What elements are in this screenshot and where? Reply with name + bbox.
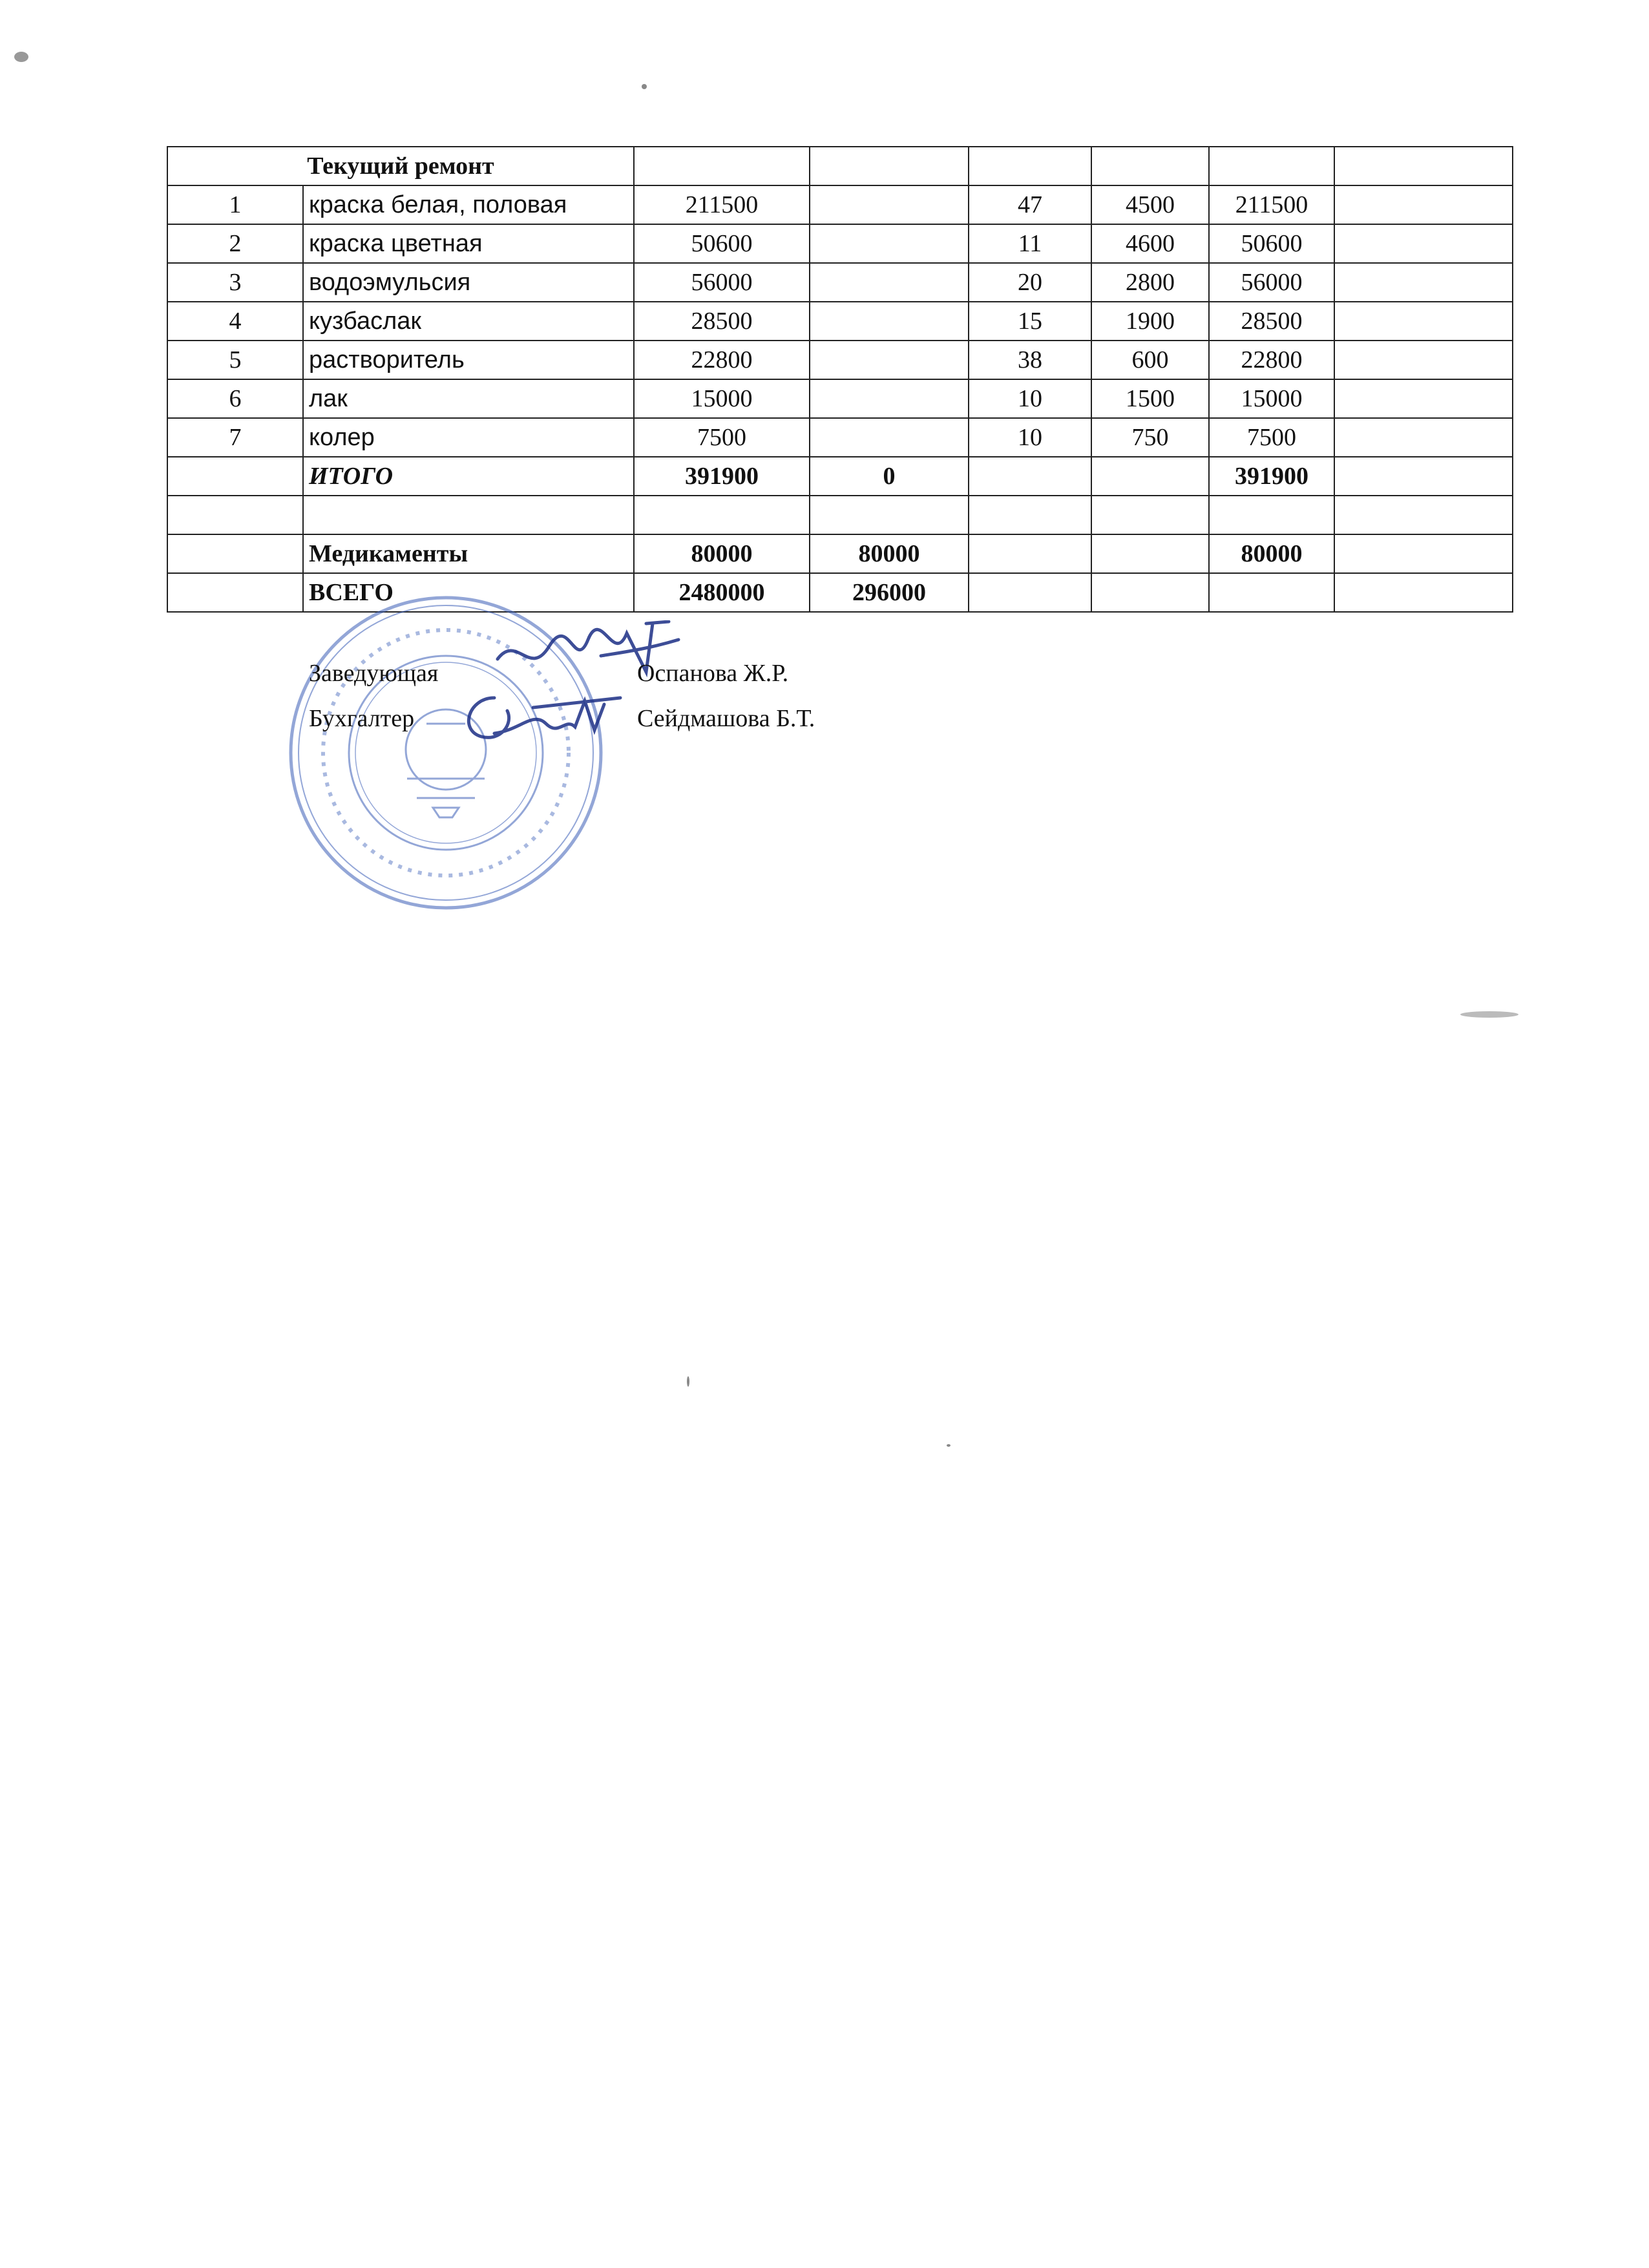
medicines-total: 80000 (1209, 534, 1334, 573)
empty-cell (810, 496, 969, 534)
table-row (167, 341, 1513, 379)
empty-cell (1334, 457, 1513, 496)
item-total: 28500 (1209, 302, 1334, 341)
empty-cell (167, 496, 303, 534)
item-total: 22800 (1209, 341, 1334, 379)
empty-cell (969, 457, 1091, 496)
empty-cell (1209, 573, 1334, 612)
medicines-amount: 80000 (634, 534, 810, 573)
empty-cell (1334, 573, 1513, 612)
table-row (167, 185, 1513, 224)
accountant-name: Сейдмашова Б.Т. (637, 705, 815, 732)
empty-cell (1334, 224, 1513, 263)
item-number: 6 (167, 379, 303, 418)
head-name: Оспанова Ж.Р. (637, 660, 789, 687)
empty-cell (167, 457, 303, 496)
itogo-amount: 391900 (634, 457, 810, 496)
item-name: краска цветная (303, 224, 634, 263)
itogo-label: ИТОГО (303, 457, 634, 496)
accountant-signature (456, 685, 624, 750)
empty-cell (1091, 496, 1209, 534)
item-name: кузбаслак (303, 302, 634, 341)
scan-speck (14, 52, 28, 62)
empty-cell (1091, 534, 1209, 573)
itogo-col2: 0 (810, 457, 969, 496)
item-name: лак (303, 379, 634, 418)
item-name: водоэмульсия (303, 263, 634, 302)
item-number: 7 (167, 418, 303, 457)
empty-cell (303, 496, 634, 534)
item-total: 211500 (1209, 185, 1334, 224)
item-price: 4500 (1091, 185, 1209, 224)
table-row (167, 224, 1513, 263)
item-price: 2800 (1091, 263, 1209, 302)
empty-cell (1334, 263, 1513, 302)
item-price: 1500 (1091, 379, 1209, 418)
itogo-total: 391900 (1209, 457, 1334, 496)
item-total: 7500 (1209, 418, 1334, 457)
scan-speck (1460, 1011, 1518, 1018)
item-quantity: 38 (969, 341, 1091, 379)
accountant-role: Бухгалтер (309, 705, 415, 732)
empty-cell (1334, 302, 1513, 341)
blank-row (167, 496, 1513, 534)
item-quantity: 15 (969, 302, 1091, 341)
item-amount: 56000 (634, 263, 810, 302)
item-price: 750 (1091, 418, 1209, 457)
empty-cell (1334, 341, 1513, 379)
empty-cell (1334, 379, 1513, 418)
item-price: 1900 (1091, 302, 1209, 341)
empty-cell (634, 496, 810, 534)
empty-cell (810, 185, 969, 224)
item-quantity: 10 (969, 418, 1091, 457)
item-amount: 211500 (634, 185, 810, 224)
item-name: колер (303, 418, 634, 457)
item-number: 4 (167, 302, 303, 341)
item-quantity: 47 (969, 185, 1091, 224)
table-row (167, 302, 1513, 341)
empty-cell (969, 573, 1091, 612)
item-quantity: 20 (969, 263, 1091, 302)
empty-cell (1209, 496, 1334, 534)
table-row (167, 263, 1513, 302)
empty-cell (1334, 496, 1513, 534)
item-quantity: 11 (969, 224, 1091, 263)
scan-speck (642, 84, 647, 89)
vsego-amount: 2480000 (634, 573, 810, 612)
repair-table (167, 146, 1513, 613)
table-row (167, 418, 1513, 457)
medicines-col2: 80000 (810, 534, 969, 573)
empty-cell (1334, 185, 1513, 224)
item-amount: 50600 (634, 224, 810, 263)
item-quantity: 10 (969, 379, 1091, 418)
empty-cell (1334, 534, 1513, 573)
item-amount: 15000 (634, 379, 810, 418)
item-name: растворитель (303, 341, 634, 379)
item-number: 2 (167, 224, 303, 263)
section-header-row (167, 147, 1513, 185)
vsego-col2: 296000 (810, 573, 969, 612)
medicines-label: Медикаменты (303, 534, 634, 573)
item-number: 1 (167, 185, 303, 224)
vsego-label: ВСЕГО (303, 573, 634, 612)
empty-cell (810, 379, 969, 418)
itogo-row (167, 457, 1513, 496)
empty-cell (810, 224, 969, 263)
empty-cell (969, 534, 1091, 573)
item-price: 4600 (1091, 224, 1209, 263)
item-number: 3 (167, 263, 303, 302)
item-amount: 7500 (634, 418, 810, 457)
item-amount: 28500 (634, 302, 810, 341)
item-amount: 22800 (634, 341, 810, 379)
item-name: краска белая, половая (303, 185, 634, 224)
medicines-row (167, 534, 1513, 573)
item-total: 56000 (1209, 263, 1334, 302)
item-total: 50600 (1209, 224, 1334, 263)
item-price: 600 (1091, 341, 1209, 379)
empty-cell (969, 496, 1091, 534)
empty-cell (810, 263, 969, 302)
empty-cell (167, 534, 303, 573)
scan-speck (947, 1444, 951, 1447)
empty-cell (1091, 573, 1209, 612)
scan-speck (687, 1376, 689, 1387)
empty-cell (1091, 457, 1209, 496)
empty-cell (810, 418, 969, 457)
table-row (167, 379, 1513, 418)
item-total: 15000 (1209, 379, 1334, 418)
empty-cell (1334, 418, 1513, 457)
head-role: Заведующая (309, 660, 439, 687)
empty-cell (810, 341, 969, 379)
item-number: 5 (167, 341, 303, 379)
section-title: Текущий ремонт (167, 147, 634, 185)
empty-cell (810, 302, 969, 341)
